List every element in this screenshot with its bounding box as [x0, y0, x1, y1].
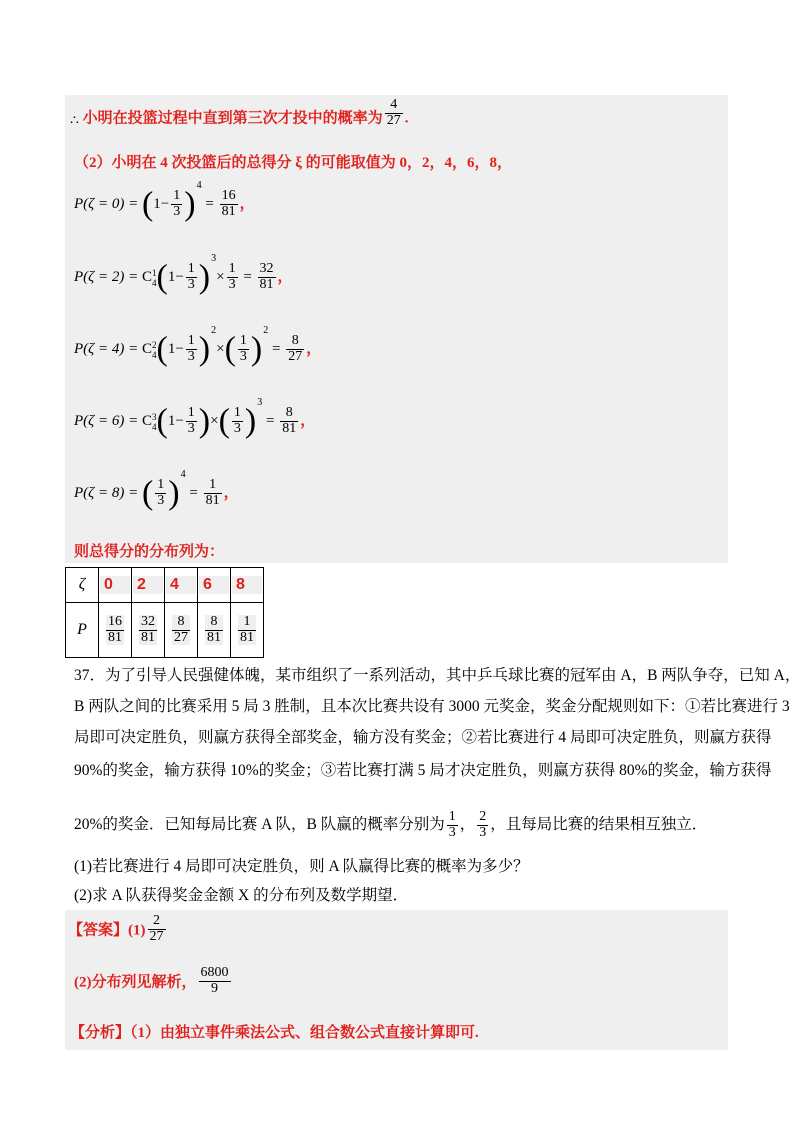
table-cell-value: 0	[99, 568, 132, 603]
conclusion-fraction: $\frac{4}{27}$	[386, 97, 401, 128]
part2-intro: （2）小明在 4 次投篮后的总得分 ξ 的可能取值为 0，2，4，6，8，	[74, 155, 512, 171]
answer-line-2: (2)分布列见解析， $\frac{6800}{9}$	[74, 965, 229, 996]
question-2: (2)求 A 队获得奖金金额 X 的分布列及数学期望．	[74, 887, 409, 904]
question-1: (1)若比赛进行 4 局即可决定胜负，则 A 队赢得比赛的概率为多少？	[74, 858, 529, 875]
analysis-label: 【分析】	[70, 1025, 131, 1041]
equation-zeta-4: P(ζ = 4) = C 2 4 (1− $\frac{1}{3}$ )$^2$×( $\frac{1}{3}$ )$^2$ = $\frac{8}{27}$ ，	[74, 325, 322, 368]
table-title: 则总得分的分布列为：	[74, 544, 225, 560]
distribution-table	[65, 567, 264, 658]
table-cell-prob: $\frac{8}{27}$	[165, 603, 198, 658]
therefore-symbol: ∴	[70, 113, 79, 129]
problem37-line5: 20%的奖金．已知每局比赛 A 队，B 队赢的概率分别为 $\frac{1}{3}$ ， $\frac{2}{3}$ ，且每局比赛的结果相互独立．	[74, 809, 708, 840]
table-head-zeta: ζ	[66, 568, 99, 603]
equation-zeta-6: P(ζ = 6) = C 3 4 (1− $\frac{1}{3}$ )×( $\frac{1}{3}$ )$^3$ = $\frac{8}{81}$ ，	[74, 397, 316, 440]
problem37-line2: B 两队之间的比赛采用 5 局 3 胜制，且本次比赛共设有 3000 元奖金，奖金分配规则如下：①若比赛进行 3	[74, 698, 790, 715]
table-cell-value: 8	[231, 568, 264, 603]
conclusion-text: 小明在投篮过程中直到第三次才投中的概率为	[82, 110, 383, 127]
conclusion-line: ∴ 小明在投篮过程中直到第三次才投中的概率为 $\frac{4}{27}$ .	[70, 97, 409, 129]
table-cell-value: 2	[132, 568, 165, 603]
answer-line-1: 【答案】(1) $\frac{2}{27}$	[68, 913, 164, 944]
table-head-p: P	[66, 603, 99, 658]
analysis-line: 【分析】（1）由独立事件乘法公式、组合数公式直接计算即可.	[70, 1025, 479, 1041]
table-cell-prob: $\frac{1}{81}$	[231, 603, 264, 658]
table-cell-prob: $\frac{8}{81}$	[198, 603, 231, 658]
problem37-line3: 局即可决定胜负，则赢方获得全部奖金，输方没有奖金；②若比赛进行 4 局即可决定胜负，则赢方获得	[74, 729, 772, 746]
table-cell-value: 6	[198, 568, 231, 603]
equation-zeta-8: P(ζ = 8) = ( $\frac{1}{3}$ )$^4$ = $\frac{1}{81}$ ，	[74, 469, 239, 512]
table-row-values	[66, 568, 264, 603]
equation-zeta-0: P(ζ = 0) = (1− $\frac{1}{3}$ )$^4$ = $\frac{16}{81}$ ，	[74, 180, 255, 223]
table-cell-prob: $\frac{16}{81}$	[99, 603, 132, 658]
table-cell-value: 4	[165, 568, 198, 603]
answer-label: 【答案】(1)	[68, 922, 146, 939]
problem37-line4: 90%的奖金，输方获得 10%的奖金；③若比赛打满 5 局才决定胜负，则赢方获得 80%的奖金，输方获得	[74, 762, 772, 779]
table-cell-prob: $\frac{32}{81}$	[132, 603, 165, 658]
equation-zeta-2: P(ζ = 2) = C 1 4 (1− $\frac{1}{3}$ )$^3$× $\frac{1}{3}$ = $\frac{32}{81}$ ，	[74, 253, 293, 296]
problem37-line1: 37．为了引导人民强健体魄，某市组织了一系列活动，其中乒乓球比赛的冠军由 A，B 两队争夺，已知 A，	[74, 667, 800, 684]
table-row-probs	[66, 603, 264, 658]
